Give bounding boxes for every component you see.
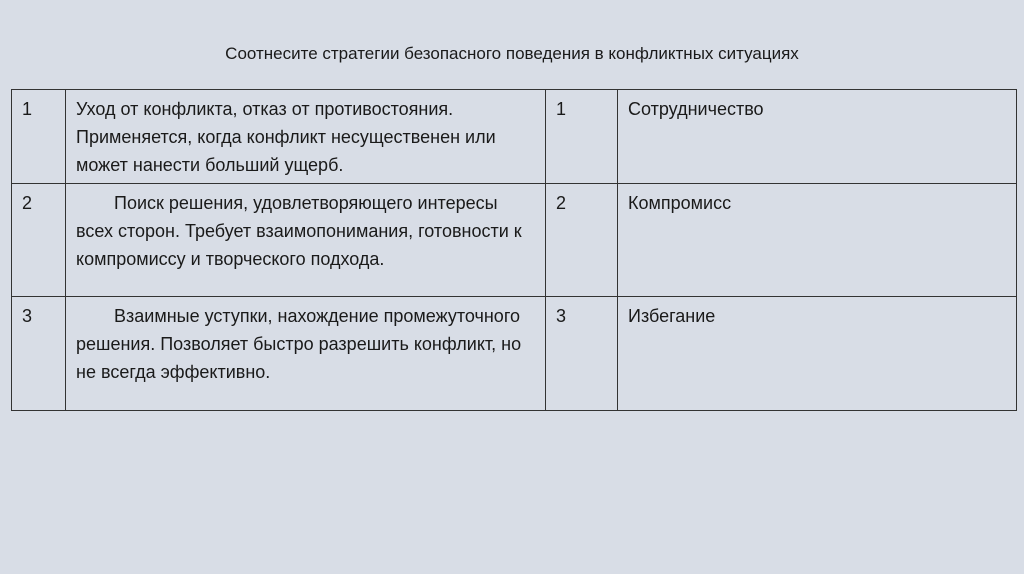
table-row xyxy=(12,184,1017,297)
slide-title: Соотнесите стратегии безопасного поведения в конфликтных ситуациях xyxy=(225,44,799,63)
row-number-right: 1 xyxy=(546,90,618,184)
description-text: Уход от конфликта, отказ от противостояния. Применяется, когда конфликт несущественен или может нанести больший ущерб. xyxy=(76,99,496,175)
matching-table xyxy=(11,89,1017,411)
row-number-left: 1 xyxy=(12,90,66,184)
row-number-left: 2 xyxy=(12,184,66,297)
strategy-cell: Компромисс xyxy=(618,184,1017,297)
description-cell xyxy=(66,184,546,297)
description-cell xyxy=(66,90,546,184)
description-cell xyxy=(66,297,546,411)
row-number-right: 2 xyxy=(546,184,618,297)
description-text: Взаимные уступки, нахождение промежуточного решения. Позволяет быстро разрешить конфликт, но не всегда эффективно. xyxy=(76,306,522,382)
strategy-cell: Сотрудничество xyxy=(618,90,1017,184)
table-row xyxy=(12,297,1017,411)
table-row xyxy=(12,90,1017,184)
strategy-cell: Избегание xyxy=(618,297,1017,411)
description-text: Поиск решения, удовлетворяющего интересы всех сторон. Требует взаимопонимания, готовности к компромиссу и творческого подхода. xyxy=(76,193,522,269)
row-number-left: 3 xyxy=(12,297,66,411)
row-number-right: 3 xyxy=(546,297,618,411)
